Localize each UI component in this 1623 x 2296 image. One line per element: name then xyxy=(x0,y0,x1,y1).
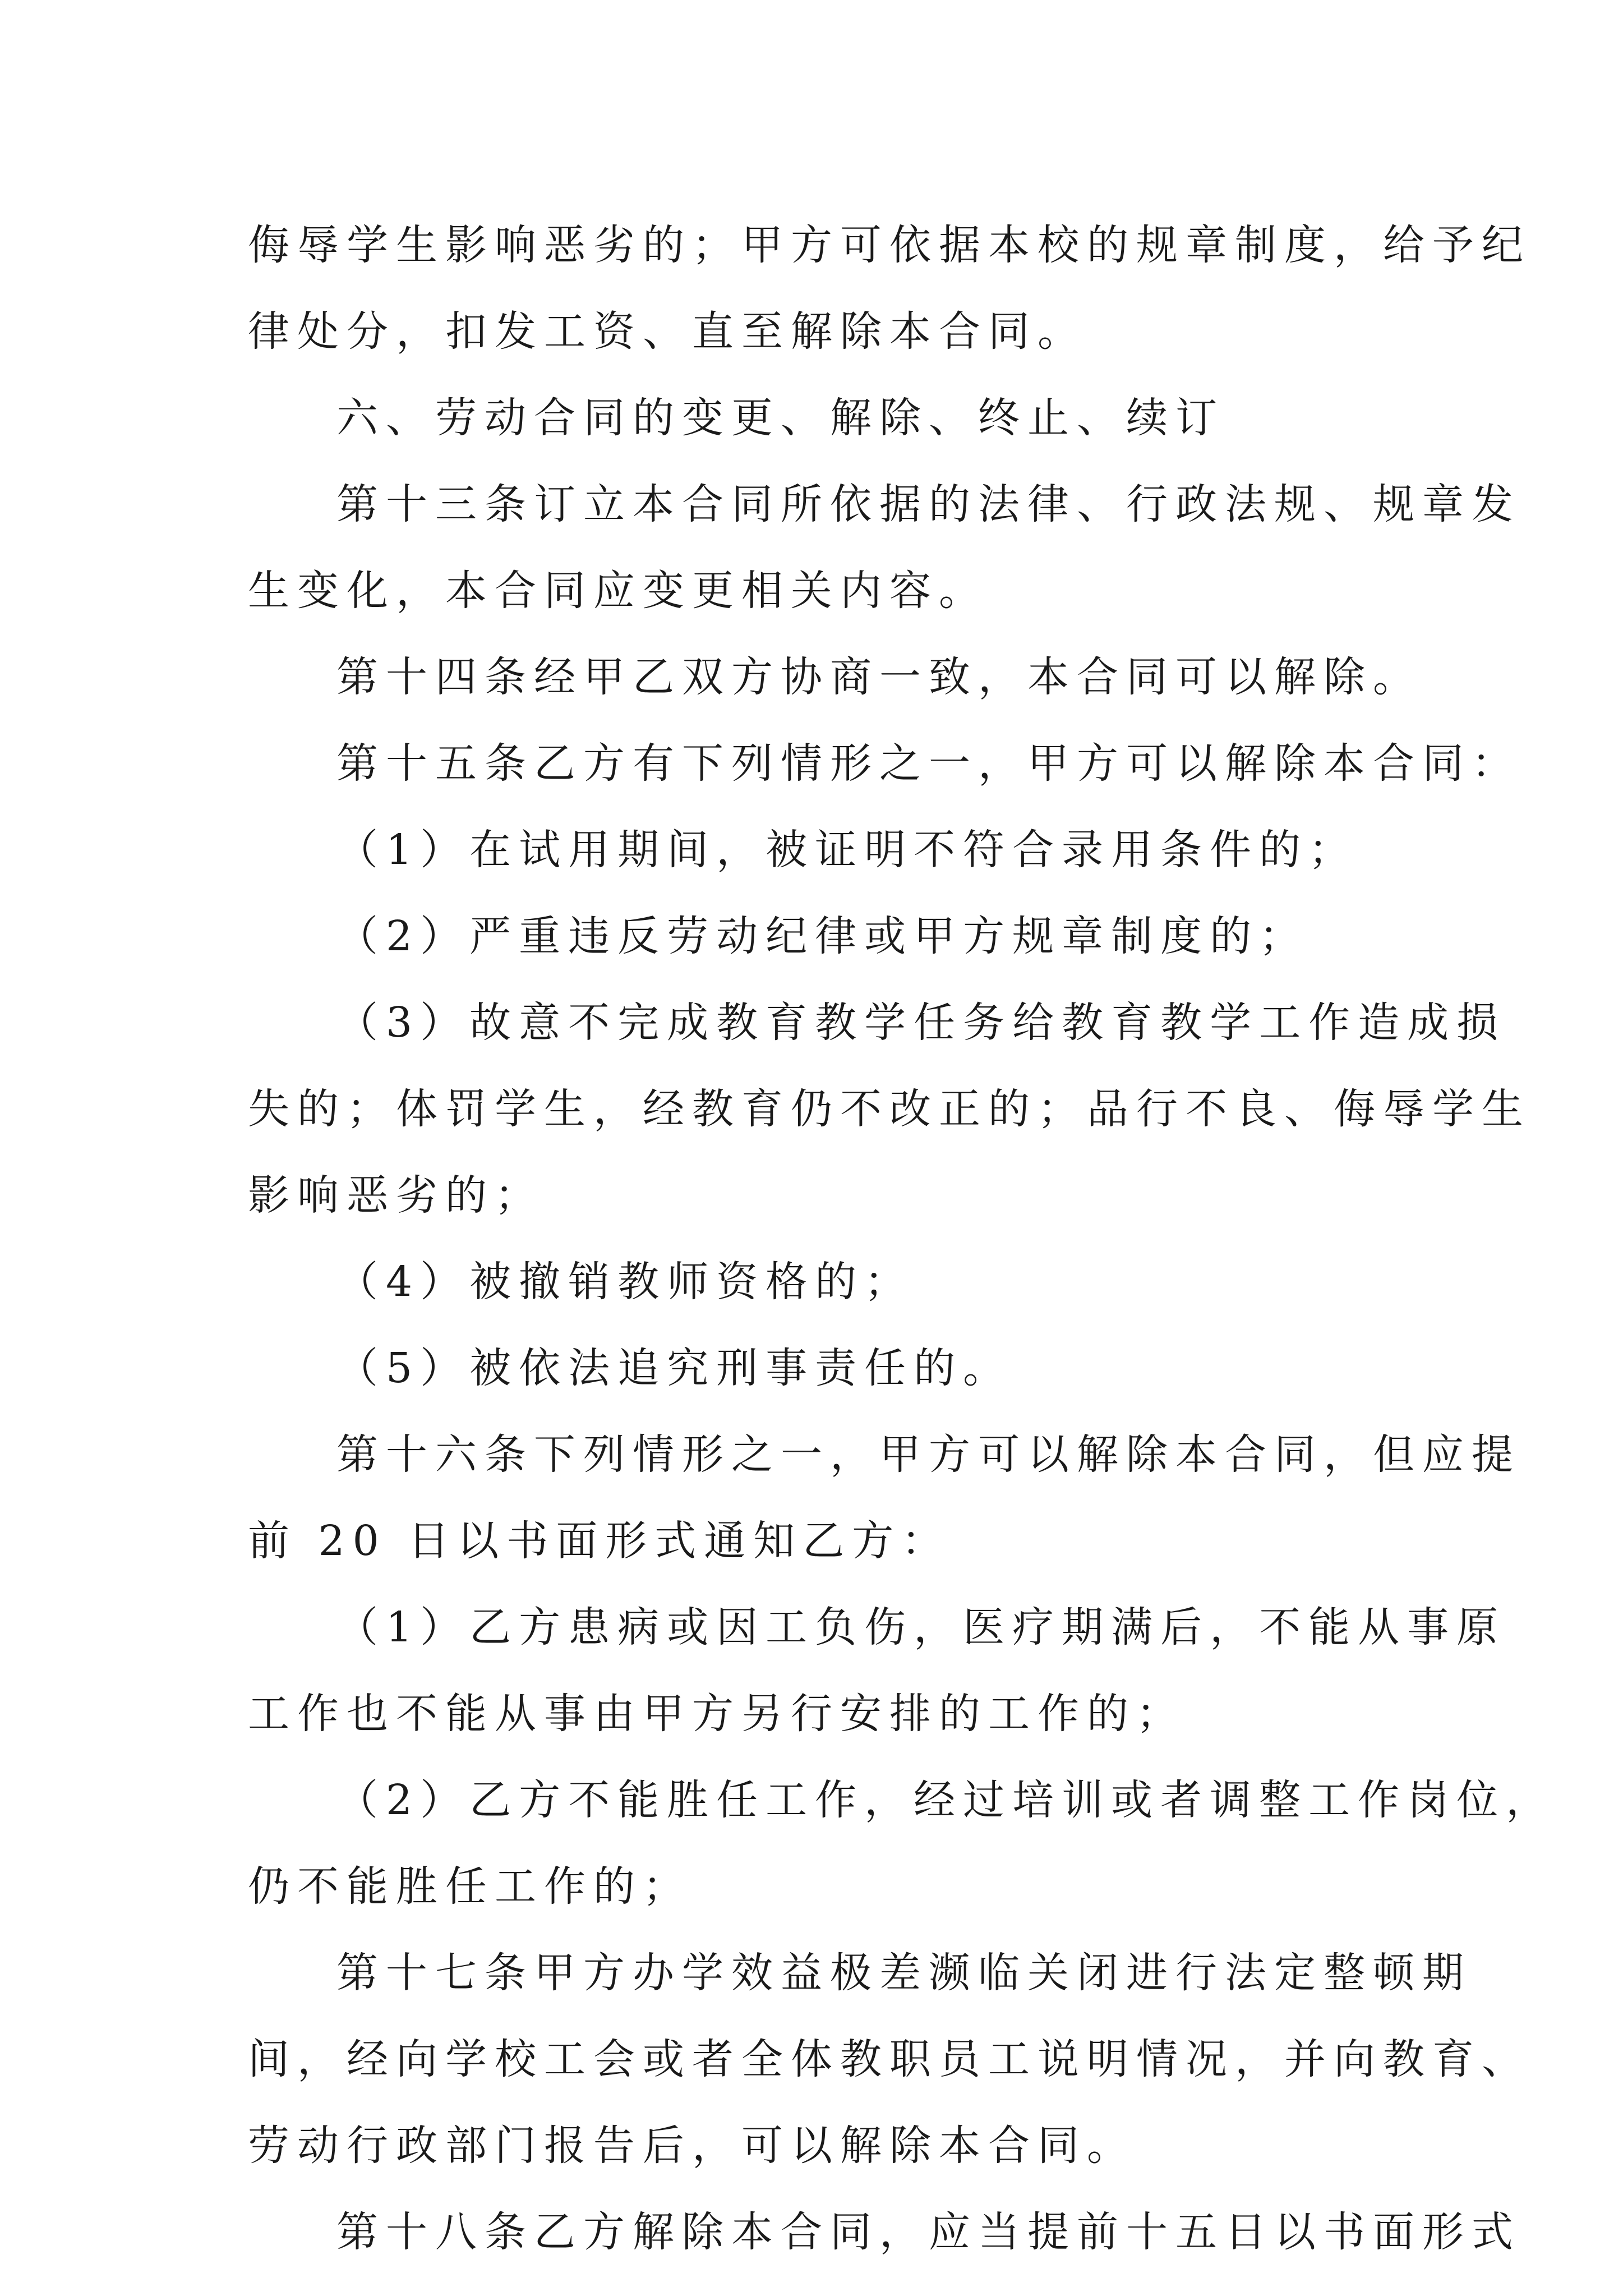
text-line: 第十七条甲方办学效益极差濒临关闭进行法定整顿期 xyxy=(336,1949,1472,1997)
text-line: 失的；体罚学生，经教育仍不改正的；品行不良、侮辱学生 xyxy=(248,1085,1531,1133)
text-line: 间，经向学校工会或者全体教职员工说明情况，并向教育、 xyxy=(248,2035,1531,2083)
text-line: 生变化，本合同应变更相关内容。 xyxy=(248,567,988,615)
text-line: （1）在试用期间，被证明不符合录用条件的； xyxy=(336,826,1358,874)
text-line: （4）被撤销教师资格的； xyxy=(336,1258,914,1306)
text-line: 第十四条经甲乙双方协商一致，本合同可以解除。 xyxy=(336,653,1422,701)
text-line: 六、劳动合同的变更、解除、终止、续订 xyxy=(336,394,1225,442)
text-line: （5）被依法追究刑事责任的。 xyxy=(336,1344,1013,1392)
text-line: 第十三条订立本合同所依据的法律、行政法规、规章发 xyxy=(336,480,1521,528)
text-line: 前 20 日以书面形式通知乙方： xyxy=(248,1517,951,1565)
text-line: 劳动行政部门报告后，可以解除本合同。 xyxy=(248,2122,1136,2170)
text-line: 影响恶劣的； xyxy=(248,1171,544,1220)
text-line: （1）乙方患病或因工负伤，医疗期满后，不能从事原 xyxy=(336,1603,1506,1651)
text-line: 工作也不能从事由甲方另行安排的工作的； xyxy=(248,1690,1186,1738)
text-line: 第十六条下列情形之一，甲方可以解除本合同，但应提 xyxy=(336,1430,1521,1479)
text-line: 侮辱学生影响恶劣的；甲方可依据本校的规章制度，给予纪 xyxy=(248,221,1531,269)
text-line: （3）故意不完成教育教学任务给教育教学工作造成损 xyxy=(336,999,1506,1047)
text-line: 第十五条乙方有下列情形之一，甲方可以解除本合同： xyxy=(336,739,1521,788)
text-line: 仍不能胜任工作的； xyxy=(248,1862,692,1911)
text-line: （2）乙方不能胜任工作，经过培训或者调整工作岗位， xyxy=(336,1776,1556,1824)
contract-body-text xyxy=(248,202,1556,2275)
text-line: 律处分，扣发工资、直至解除本合同。 xyxy=(248,307,1087,356)
text-line: 第十八条乙方解除本合同，应当提前十五日以书面形式 xyxy=(336,2208,1521,2256)
text-line: （2）严重违反劳动纪律或甲方规章制度的； xyxy=(336,912,1309,960)
